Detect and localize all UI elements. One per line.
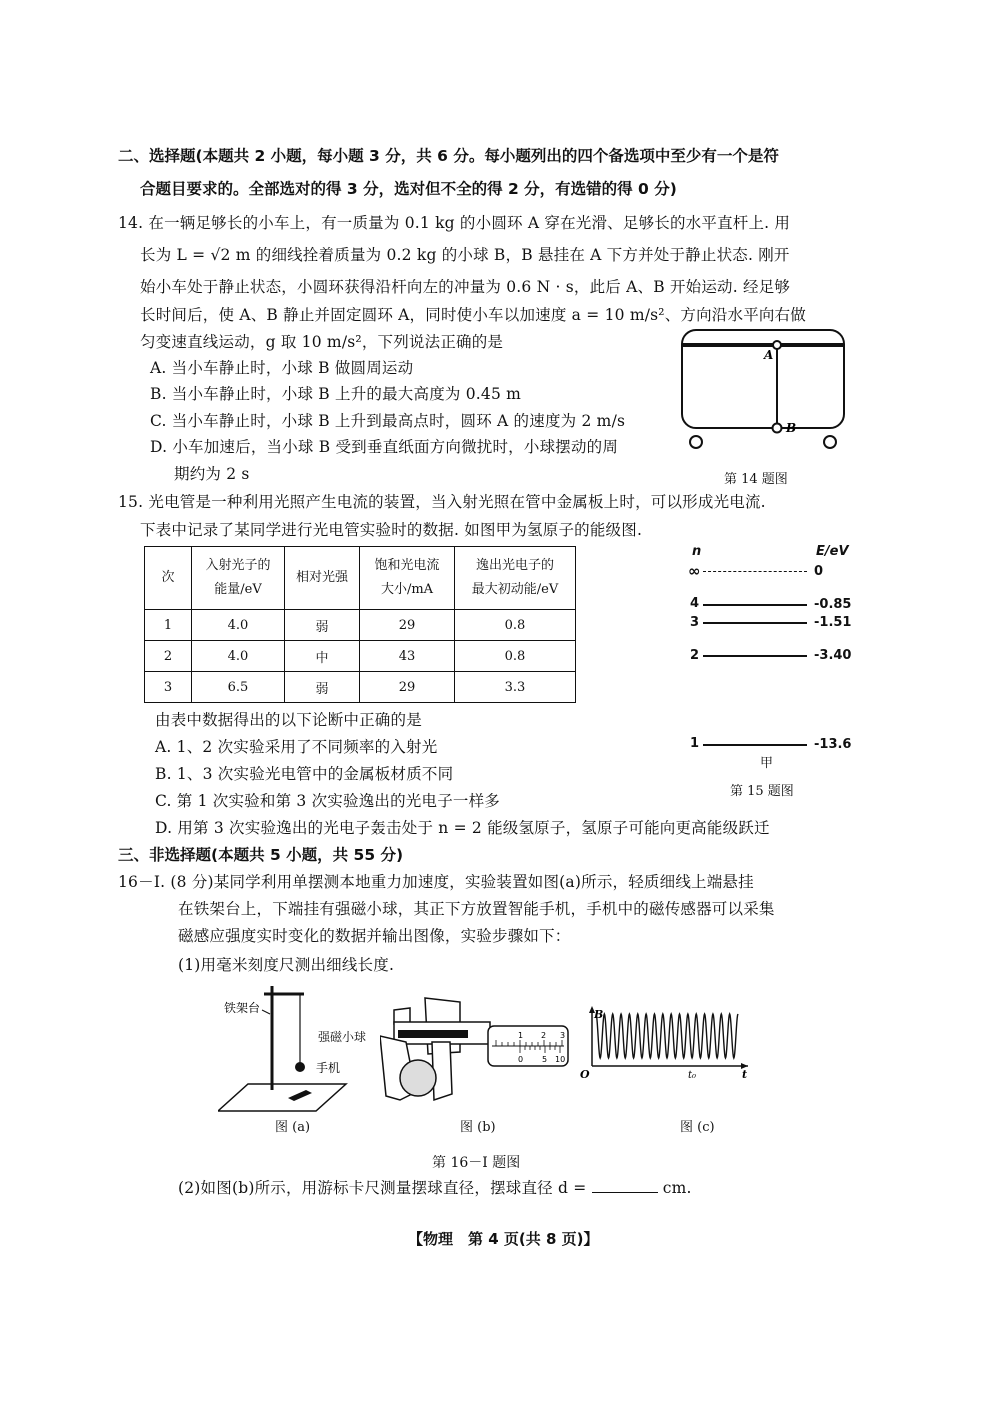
cell: 1 <box>145 610 192 641</box>
main-tick-3: 3 <box>560 1031 566 1040</box>
level-line-2 <box>703 655 807 657</box>
q16-line-1: 16－Ⅰ. (8 分)某同学利用单摆测本地重力加速度，实验装置如图(a)所示，轻质细线上端悬挂 <box>118 873 754 891</box>
fig-b-caliper <box>380 992 572 1104</box>
q16-line-2: 在铁架台上，下端挂有强磁小球，其正下方放置智能手机，手机中的磁传感器可以采集 <box>178 900 775 918</box>
section2-heading-line2: 合题目要求的。全部选对的得 3 分，选对但不全的得 2 分，有选错的得 0 分) <box>140 180 677 198</box>
q14-option-b: B. 当小车静止时，小球 B 上升的最大高度为 0.45 m <box>150 385 522 403</box>
b-label: B <box>594 1008 604 1021</box>
b-waveform <box>596 1014 738 1058</box>
table-header-row <box>145 547 576 610</box>
q15-line-2: 下表中记录了某同学进行光电管实验时的数据. 如图甲为氢原子的能级图. <box>140 521 643 539</box>
wheel-right <box>824 436 836 448</box>
level-e-4: -0.85 <box>814 597 852 612</box>
level-n-2: 2 <box>690 648 700 663</box>
q14-line-2: 长为 L = √2 m 的细线拴着质量为 0.2 kg 的小球 B，B 悬挂在 A 下方并处于静止状态. 刚开 <box>140 246 790 264</box>
ring-a <box>773 341 781 349</box>
q15-option-b: B. 1、3 次实验光电管中的金属板材质不同 <box>155 765 454 783</box>
header-intensity: 相对光强 <box>285 547 360 610</box>
level-e-1: -13.6 <box>814 737 852 752</box>
q15-prompt: 由表中数据得出的以下论断中正确的是 <box>155 711 422 729</box>
fig-a-caption: 图 (a) <box>275 1120 311 1135</box>
level-line-1 <box>703 744 807 746</box>
cell: 29 <box>360 672 455 703</box>
table-row <box>145 641 576 672</box>
n-axis-label: n <box>692 544 702 559</box>
cell: 43 <box>360 641 455 672</box>
header-trial: 次 <box>145 547 192 610</box>
q14-line-1: 14. 在一辆足够长的小车上，有一质量为 0.1 kg 的小圆环 A 穿在光滑、足够长的水平直杆上. 用 <box>118 214 791 232</box>
t-label: t <box>742 1068 748 1080</box>
diagram-sub-label: 甲 <box>760 756 774 771</box>
q16-figure-caption: 第 16－Ⅰ 题图 <box>432 1155 521 1171</box>
label-stand: 铁架台 <box>224 1001 261 1015</box>
cell: 29 <box>360 610 455 641</box>
q15-option-c: C. 第 1 次实验和第 3 次实验逸出的光电子一样多 <box>155 792 500 810</box>
ball-b <box>773 424 782 433</box>
cell: 4.0 <box>192 641 285 672</box>
level-line-4 <box>703 604 807 606</box>
cell: 中 <box>285 641 360 672</box>
q14-option-d: D. 小车加速后，当小球 B 受到垂直纸面方向微扰时，小球摆动的周 <box>150 438 619 456</box>
fig-b-caption: 图 (b) <box>460 1120 496 1135</box>
main-tick-1: 1 <box>518 1031 524 1040</box>
q16-part2 <box>178 1176 692 1198</box>
q15-line-1: 15. 光电管是一种利用光照产生电流的装置，当入射光照在管中金属板上时，可以形成光电流. <box>118 493 766 511</box>
q14-caption: 第 14 题图 <box>724 472 788 487</box>
label-ball: 强磁小球 <box>318 1030 367 1044</box>
q16-line-3: 磁感应强度实时变化的数据并输出图像，实验步骤如下： <box>178 927 571 945</box>
q14-line-5: 匀变速直线运动，g 取 10 m/s²，下列说法正确的是 <box>140 333 504 351</box>
level-n-1: 1 <box>690 736 700 751</box>
cell: 弱 <box>285 672 360 703</box>
level-e-3: -1.51 <box>814 615 852 630</box>
q14-option-d-cont: 期约为 2 s <box>174 465 250 483</box>
wheel-left <box>690 436 702 448</box>
level-n-4: 4 <box>690 596 700 611</box>
vernier-tick-5: 5 <box>542 1055 548 1064</box>
magnetic-ball <box>295 1062 305 1072</box>
q15-option-a: A. 1、2 次实验采用了不同频率的入射光 <box>155 738 438 756</box>
label-b: B <box>786 421 797 435</box>
pendulum-ball <box>400 1060 436 1096</box>
q15-option-d: D. 用第 3 次实验逸出的光电子轰击处于 n = 2 能级氢原子，氢原子可能向更高能级跃迁 <box>155 819 770 837</box>
header-max-ke: 逸出光电子的 最大初动能/eV <box>455 547 576 610</box>
level-n-3: 3 <box>690 615 700 630</box>
table-row <box>145 610 576 641</box>
table-row <box>145 672 576 703</box>
q14-option-a: A. 当小车静止时，小球 B 做圆周运动 <box>150 359 414 377</box>
level-n-inf: ∞ <box>688 562 701 580</box>
fig-a-stand <box>218 980 348 1115</box>
fig-c-waveform <box>578 1004 754 1080</box>
level-line-inf <box>703 571 807 572</box>
main-tick-2: 2 <box>541 1031 547 1040</box>
q16-part2-unit: cm. <box>662 1179 692 1197</box>
fig-c-caption: 图 (c) <box>680 1120 715 1135</box>
cell: 0.8 <box>455 610 576 641</box>
vernier-tick-10: 10 <box>555 1055 566 1064</box>
header-saturation-current: 饱和光电流 大小/mA <box>360 547 455 610</box>
section2-heading-line1: 二、选择题(本题共 2 小题，每小题 3 分，共 6 分。每小题列出的四个备选项中至少有一个是符 <box>118 147 779 165</box>
q16-part2-text: (2)如图(b)所示，用游标卡尺测量摆球直径，摆球直径 d = <box>178 1179 587 1197</box>
origin-label: O <box>580 1068 590 1080</box>
q15-caption: 第 15 题图 <box>730 784 794 799</box>
cell: 6.5 <box>192 672 285 703</box>
label-a: A <box>764 348 774 362</box>
cell: 0.8 <box>455 641 576 672</box>
t0-label: t₀ <box>688 1070 697 1080</box>
q14-option-c: C. 当小车静止时，小球 B 上升到最高点时，圆环 A 的速度为 2 m/s <box>150 412 626 430</box>
cell: 3.3 <box>455 672 576 703</box>
level-e-inf: 0 <box>814 564 824 579</box>
cell: 3 <box>145 672 192 703</box>
header-photon-energy: 入射光子的 能量/eV <box>192 547 285 610</box>
level-e-2: -3.40 <box>814 648 852 663</box>
level-line-3 <box>703 622 807 624</box>
beam-slot <box>398 1030 468 1038</box>
q14-cart-figure <box>678 326 850 450</box>
vernier-tick-0: 0 <box>518 1055 524 1064</box>
photoelectric-table <box>144 546 576 703</box>
answer-blank[interactable] <box>592 1178 658 1193</box>
q14-line-4: 长时间后，使 A、B 静止并固定圆环 A，同时使小车以加速度 a = 10 m/s²、方向沿水平向右做 <box>140 306 807 324</box>
q16-line-4: (1)用毫米刻度尺测出细线长度. <box>178 956 395 974</box>
cell: 弱 <box>285 610 360 641</box>
q14-line-3: 始小车处于静止状态，小圆环获得沿杆向左的冲量为 0.6 N · s，此后 A、B 开始运动. 经足够 <box>140 278 791 296</box>
e-axis-label: E/eV <box>816 544 849 559</box>
page-footer: 【物理 第 4 页(共 8 页)】 <box>408 1230 599 1248</box>
section3-heading: 三、非选择题(本题共 5 小题，共 55 分) <box>118 846 404 864</box>
cell: 4.0 <box>192 610 285 641</box>
cell: 2 <box>145 641 192 672</box>
stand-base <box>218 1084 346 1111</box>
label-phone: 手机 <box>316 1061 341 1075</box>
